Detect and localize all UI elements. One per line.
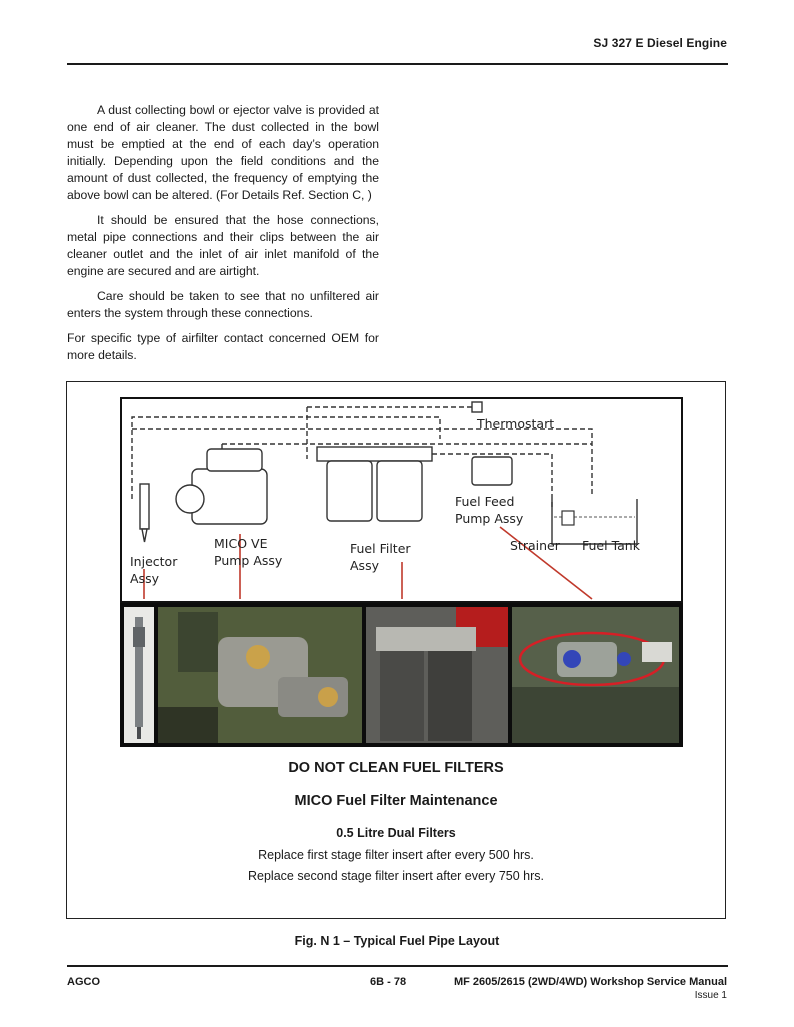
diagram-drawing bbox=[122, 399, 681, 601]
label-mico-ve-line1: MICO VE bbox=[214, 536, 268, 551]
paragraph-hose-connections: It should be ensured that the hose connections, metal pipe connections and their clips between the air cleaner outlet and the inlet of air inlet manifold of the engine are secured and are airtight. bbox=[67, 213, 379, 278]
label-thermostart: Thermostart bbox=[477, 416, 555, 431]
thermostart-plug-shape bbox=[472, 402, 482, 412]
feed-pump-shape bbox=[472, 457, 512, 485]
paragraph-oem-note: For specific type of airfilter contact concerned OEM for more details. bbox=[67, 331, 379, 362]
label-injector-line2: Assy bbox=[130, 571, 159, 586]
feed-pump-photo bbox=[512, 607, 679, 743]
issue-number: Issue 1 bbox=[694, 990, 727, 1001]
component-photo-strip bbox=[120, 603, 683, 747]
page-number: 6B - 78 bbox=[370, 976, 407, 988]
label-fuel-filter-line1: Fuel Filter bbox=[350, 541, 411, 556]
paragraph-unfiltered-air: Care should be taken to see that no unfiltered air enters the system through these connections. bbox=[67, 289, 379, 320]
label-fuel-tank: Fuel Tank bbox=[582, 538, 640, 553]
injector-photo bbox=[124, 607, 154, 743]
filter-bowl-one-shape bbox=[327, 461, 372, 521]
mico-pump-flange-shape bbox=[176, 485, 204, 513]
figure-frame bbox=[66, 381, 726, 919]
injector-shape bbox=[140, 484, 149, 529]
body-text bbox=[67, 102, 379, 372]
mico-pump-head-shape bbox=[207, 449, 262, 471]
warning-heading: DO NOT CLEAN FUEL FILTERS bbox=[288, 760, 504, 776]
mico-pump-photo bbox=[158, 607, 362, 743]
paragraph-dust-bowl: A dust collecting bowl or ejector valve is provided at one end of air cleaner. The dust collected in the bowl must be emptied at the end of each day’s operation initially. Depending upon the field conditions and the amount of dust collected, the frequency of emptying the above bowl can be altered. (For Details Ref. Section C, ) bbox=[67, 103, 379, 202]
label-strainer: Strainer bbox=[510, 538, 560, 553]
second-stage-instruction: Replace second stage filter insert after every 750 hrs. bbox=[248, 869, 544, 883]
strainer-shape bbox=[562, 511, 574, 525]
filter-head-shape bbox=[317, 447, 432, 461]
filter-bowl-two-shape bbox=[377, 461, 422, 521]
footer-brand: AGCO bbox=[67, 976, 100, 988]
figure-caption: Fig. N 1 – Typical Fuel Pipe Layout bbox=[294, 934, 500, 948]
maintenance-heading: MICO Fuel Filter Maintenance bbox=[294, 793, 498, 809]
label-fuel-feed-line1: Fuel Feed bbox=[455, 494, 515, 509]
filter-subheading: 0.5 Litre Dual Filters bbox=[336, 826, 456, 840]
first-stage-instruction: Replace first stage filter insert after every 500 hrs. bbox=[258, 848, 534, 862]
fuel-pipe-diagram bbox=[120, 397, 683, 603]
label-injector-line1: Injector bbox=[130, 554, 178, 569]
injector-nozzle-shape bbox=[142, 529, 147, 542]
label-fuel-filter-line2: Assy bbox=[350, 558, 379, 573]
footer-rule bbox=[67, 965, 728, 967]
manual-title: MF 2605/2615 (2WD/4WD) Workshop Service Manual bbox=[453, 976, 727, 988]
label-fuel-feed-line2: Pump Assy bbox=[455, 511, 524, 526]
header-rule bbox=[67, 63, 728, 65]
label-mico-ve-line2: Pump Assy bbox=[214, 553, 283, 568]
page-header-title: SJ 327 E Diesel Engine bbox=[593, 36, 727, 50]
fuel-filter-photo bbox=[366, 607, 508, 743]
